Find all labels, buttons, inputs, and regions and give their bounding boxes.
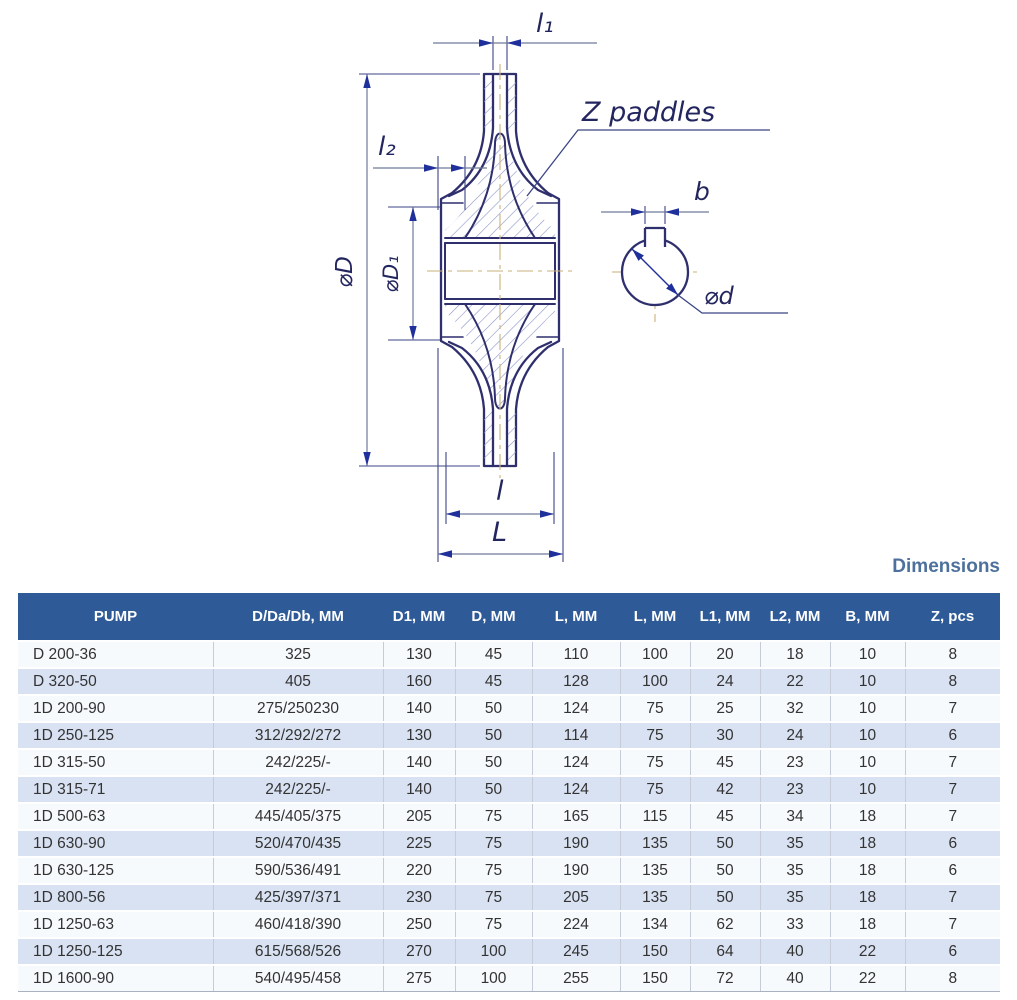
col-header-d1: D1, MM xyxy=(383,593,455,641)
table-cell: 10 xyxy=(830,668,905,695)
table-cell: 50 xyxy=(690,830,760,857)
table-cell: 7 xyxy=(905,911,1000,938)
table-cell: 18 xyxy=(830,803,905,830)
pump-name-cell: 1D 200-90 xyxy=(18,695,213,722)
table-row xyxy=(18,911,1000,938)
table-cell: 75 xyxy=(620,749,690,776)
table-cell: 150 xyxy=(620,965,690,992)
table-cell: 33 xyxy=(760,911,830,938)
table-cell: 75 xyxy=(455,830,532,857)
table-cell: 128 xyxy=(532,668,620,695)
col-header-d: D, MM xyxy=(455,593,532,641)
label-phi-D1: ⌀D₁ xyxy=(379,255,403,293)
table-cell: 18 xyxy=(830,857,905,884)
table-cell: 64 xyxy=(690,938,760,965)
table-cell: 242/225/- xyxy=(213,776,383,803)
table-cell: 50 xyxy=(455,776,532,803)
table-cell: 255 xyxy=(532,965,620,992)
pump-name-cell: 1D 630-125 xyxy=(18,857,213,884)
table-cell: 100 xyxy=(620,668,690,695)
table-header-row xyxy=(18,593,1000,641)
table-cell: 72 xyxy=(690,965,760,992)
table-row xyxy=(18,749,1000,776)
table-cell: 45 xyxy=(690,803,760,830)
table-row xyxy=(18,938,1000,965)
table-cell: 25 xyxy=(690,695,760,722)
table-cell: 22 xyxy=(830,965,905,992)
table-cell: 35 xyxy=(760,884,830,911)
table-row xyxy=(18,776,1000,803)
table-cell: 18 xyxy=(760,641,830,668)
table-cell: 7 xyxy=(905,776,1000,803)
table-cell: 140 xyxy=(383,776,455,803)
table-cell: 40 xyxy=(760,938,830,965)
table-cell: 18 xyxy=(830,911,905,938)
table-row xyxy=(18,884,1000,911)
table-cell: 18 xyxy=(830,884,905,911)
table-cell: 225 xyxy=(383,830,455,857)
table-cell: 22 xyxy=(830,938,905,965)
col-header-ddadb: D/Da/Db, MM xyxy=(213,593,383,641)
table-cell: 6 xyxy=(905,722,1000,749)
table-cell: 100 xyxy=(455,965,532,992)
table-cell: 445/405/375 xyxy=(213,803,383,830)
table-body xyxy=(18,641,1000,992)
table-cell: 23 xyxy=(760,749,830,776)
pump-name-cell: 1D 500-63 xyxy=(18,803,213,830)
label-l2: l₂ xyxy=(378,132,396,162)
table-cell: 425/397/371 xyxy=(213,884,383,911)
table-cell: 35 xyxy=(760,830,830,857)
table-cell: 10 xyxy=(830,776,905,803)
table-cell: 50 xyxy=(690,857,760,884)
dimension-l1 xyxy=(433,9,597,70)
table-cell: 23 xyxy=(760,776,830,803)
pump-name-cell: 1D 250-125 xyxy=(18,722,213,749)
table-row xyxy=(18,965,1000,992)
table-row xyxy=(18,722,1000,749)
table-cell: 24 xyxy=(690,668,760,695)
table-row xyxy=(18,641,1000,668)
table-cell: 270 xyxy=(383,938,455,965)
table-cell: 75 xyxy=(455,884,532,911)
table-cell: 115 xyxy=(620,803,690,830)
table-cell: 520/470/435 xyxy=(213,830,383,857)
table-title: Dimensions xyxy=(892,556,1000,577)
label-b: b xyxy=(694,177,710,206)
table-cell: 8 xyxy=(905,641,1000,668)
table-cell: 75 xyxy=(620,722,690,749)
table-cell: 134 xyxy=(620,911,690,938)
table-cell: 460/418/390 xyxy=(213,911,383,938)
table-cell: 114 xyxy=(532,722,620,749)
table-cell: 205 xyxy=(383,803,455,830)
table-cell: 6 xyxy=(905,857,1000,884)
table-cell: 6 xyxy=(905,938,1000,965)
table-cell: 7 xyxy=(905,803,1000,830)
pump-name-cell: D 200-36 xyxy=(18,641,213,668)
col-header-pump: PUMP xyxy=(18,593,213,641)
table-cell: 10 xyxy=(830,749,905,776)
z-paddles-annotation xyxy=(527,97,770,196)
table-cell: 40 xyxy=(760,965,830,992)
table-cell: 30 xyxy=(690,722,760,749)
table-cell: 18 xyxy=(830,830,905,857)
table-cell: 6 xyxy=(905,830,1000,857)
table-cell: 8 xyxy=(905,668,1000,695)
table-cell: 135 xyxy=(620,830,690,857)
dimension-phi-D1 xyxy=(379,207,440,340)
table-cell: 130 xyxy=(383,722,455,749)
table-cell: 75 xyxy=(455,803,532,830)
table-cell: 35 xyxy=(760,857,830,884)
table-cell: 7 xyxy=(905,695,1000,722)
table-cell: 220 xyxy=(383,857,455,884)
table-cell: 140 xyxy=(383,695,455,722)
table-cell: 10 xyxy=(830,641,905,668)
table-cell: 110 xyxy=(532,641,620,668)
table-cell: 100 xyxy=(455,938,532,965)
table-cell: 590/536/491 xyxy=(213,857,383,884)
table-cell: 100 xyxy=(620,641,690,668)
table-cell: 242/225/- xyxy=(213,749,383,776)
label-l: l xyxy=(496,476,504,507)
pump-name-cell: 1D 630-90 xyxy=(18,830,213,857)
table-row xyxy=(18,668,1000,695)
table-cell: 124 xyxy=(532,695,620,722)
table-cell: 42 xyxy=(690,776,760,803)
table-cell: 75 xyxy=(620,776,690,803)
col-header-z: Z, pcs xyxy=(905,593,1000,641)
table-row xyxy=(18,830,1000,857)
table-header xyxy=(18,593,1000,641)
table-cell: 250 xyxy=(383,911,455,938)
table-cell: 135 xyxy=(620,884,690,911)
table-cell: 325 xyxy=(213,641,383,668)
table-cell: 62 xyxy=(690,911,760,938)
table-cell: 75 xyxy=(620,695,690,722)
table-cell: 50 xyxy=(690,884,760,911)
table-cell: 7 xyxy=(905,749,1000,776)
table-cell: 50 xyxy=(455,722,532,749)
pump-name-cell: 1D 315-71 xyxy=(18,776,213,803)
table-cell: 190 xyxy=(532,830,620,857)
dimension-b xyxy=(601,177,710,224)
table-cell: 32 xyxy=(760,695,830,722)
table-cell: 24 xyxy=(760,722,830,749)
table-cell: 540/495/458 xyxy=(213,965,383,992)
table-cell: 45 xyxy=(455,641,532,668)
col-header-l2: L2, MM xyxy=(760,593,830,641)
table-cell: 34 xyxy=(760,803,830,830)
table-cell: 7 xyxy=(905,884,1000,911)
col-header-l1: L1, MM xyxy=(690,593,760,641)
shaft-bore-view xyxy=(601,177,788,313)
label-z-paddles: Z paddles xyxy=(582,97,716,128)
table-cell: 130 xyxy=(383,641,455,668)
table-cell: 150 xyxy=(620,938,690,965)
table-cell: 124 xyxy=(532,776,620,803)
table-cell: 22 xyxy=(760,668,830,695)
table-cell: 50 xyxy=(455,749,532,776)
table-cell: 224 xyxy=(532,911,620,938)
pump-name-cell: 1D 1250-63 xyxy=(18,911,213,938)
table-cell: 124 xyxy=(532,749,620,776)
table-row xyxy=(18,803,1000,830)
table-row xyxy=(18,695,1000,722)
table-cell: 10 xyxy=(830,695,905,722)
table-cell: 8 xyxy=(905,965,1000,992)
pump-name-cell: 1D 800-56 xyxy=(18,884,213,911)
table-cell: 50 xyxy=(455,695,532,722)
table-cell: 165 xyxy=(532,803,620,830)
table-cell: 135 xyxy=(620,857,690,884)
label-L: L xyxy=(492,517,508,548)
table-cell: 405 xyxy=(213,668,383,695)
pump-name-cell: D 320-50 xyxy=(18,668,213,695)
table-cell: 275 xyxy=(383,965,455,992)
pump-name-cell: 1D 1600-90 xyxy=(18,965,213,992)
table-cell: 140 xyxy=(383,749,455,776)
table-cell: 312/292/272 xyxy=(213,722,383,749)
table-cell: 10 xyxy=(830,722,905,749)
table-cell: 275/250230 xyxy=(213,695,383,722)
table-cell: 190 xyxy=(532,857,620,884)
pump-name-cell: 1D 1250-125 xyxy=(18,938,213,965)
col-header-l-2: L, MM xyxy=(620,593,690,641)
table-cell: 45 xyxy=(690,749,760,776)
table-row xyxy=(18,857,1000,884)
table-cell: 615/568/526 xyxy=(213,938,383,965)
table-cell: 75 xyxy=(455,857,532,884)
table-cell: 205 xyxy=(532,884,620,911)
table-cell: 230 xyxy=(383,884,455,911)
label-phi-D: ⌀D xyxy=(332,256,358,288)
table-cell: 245 xyxy=(532,938,620,965)
col-header-l-1: L, MM xyxy=(532,593,620,641)
label-phi-d: ⌀d xyxy=(704,282,734,310)
table-cell: 20 xyxy=(690,641,760,668)
table-cell: 75 xyxy=(455,911,532,938)
dimensions-table xyxy=(18,593,1000,992)
col-header-b: B, MM xyxy=(830,593,905,641)
pump-name-cell: 1D 315-50 xyxy=(18,749,213,776)
table-cell: 160 xyxy=(383,668,455,695)
table-cell: 45 xyxy=(455,668,532,695)
label-l1: l₁ xyxy=(536,9,554,39)
